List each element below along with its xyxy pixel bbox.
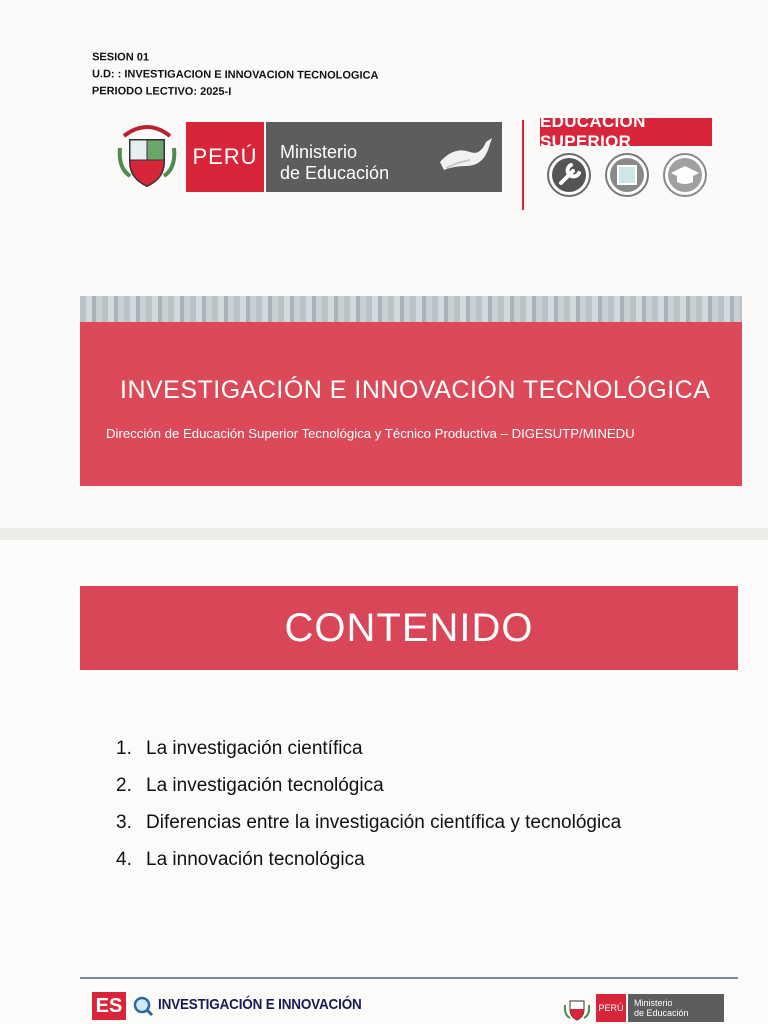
contents-slide bbox=[0, 540, 768, 1024]
wrench-icon bbox=[546, 152, 592, 198]
footer-ministry-line2: de Educación bbox=[634, 1008, 689, 1018]
item-text: Diferencias entre la investigación científica y tecnológica bbox=[146, 812, 622, 833]
divider bbox=[522, 120, 524, 210]
list-item bbox=[116, 810, 676, 835]
footer-divider bbox=[80, 977, 738, 979]
footer-ministry-logo bbox=[628, 994, 724, 1022]
item-number: 4. bbox=[116, 849, 132, 870]
period-line: PERIODO LECTIVO: 2025-I bbox=[91, 85, 232, 98]
graduation-cap-icon bbox=[662, 152, 708, 198]
title-banner bbox=[80, 322, 742, 486]
peru-logo: PERÚ bbox=[186, 122, 264, 192]
item-text: La investigación científica bbox=[146, 738, 363, 759]
coat-of-arms-icon bbox=[562, 993, 592, 1023]
contents-list bbox=[116, 736, 676, 884]
contents-heading: CONTENIDO bbox=[80, 586, 738, 670]
book-icon bbox=[604, 152, 650, 198]
list-item bbox=[116, 736, 676, 761]
item-number: 3. bbox=[116, 812, 132, 833]
ministry-logo bbox=[266, 122, 502, 192]
session-header bbox=[92, 49, 379, 101]
ministry-line2: de Educación bbox=[280, 163, 390, 183]
magnifier-icon bbox=[132, 995, 154, 1017]
banner-texture bbox=[80, 296, 742, 324]
item-text: La investigación tecnológica bbox=[146, 775, 384, 796]
coat-of-arms-icon bbox=[116, 118, 178, 190]
page-gap bbox=[0, 528, 768, 540]
educacion-superior-label: EDUCACIÓN SUPERIOR bbox=[540, 118, 712, 146]
item-number: 1. bbox=[116, 738, 132, 759]
footer-peru-logo: PERÚ bbox=[596, 994, 626, 1022]
footer-title: INVESTIGACIÓN E INNOVACIÓN bbox=[158, 996, 362, 1013]
item-number: 2. bbox=[116, 775, 132, 796]
list-item bbox=[116, 847, 676, 872]
banner-title: INVESTIGACIÓN E INNOVACIÓN TECNOLÓGICA bbox=[120, 376, 711, 404]
unit-line: U.D: : INVESTIGACION E INNOVACION TECNOLOGICA bbox=[91, 68, 379, 82]
ministry-line1: Ministerio bbox=[280, 142, 358, 162]
banner-subtitle: Dirección de Educación Superior Tecnológica y Técnico Productiva – DIGESUTP/MINEDU bbox=[106, 426, 635, 441]
footer-ministry-line1: Ministerio bbox=[634, 998, 673, 1008]
session-line: SESION 01 bbox=[92, 51, 149, 64]
hand-icon bbox=[436, 136, 496, 178]
es-badge: ES bbox=[92, 992, 126, 1020]
item-text: La innovación tecnológica bbox=[146, 849, 365, 870]
list-item bbox=[116, 773, 676, 798]
